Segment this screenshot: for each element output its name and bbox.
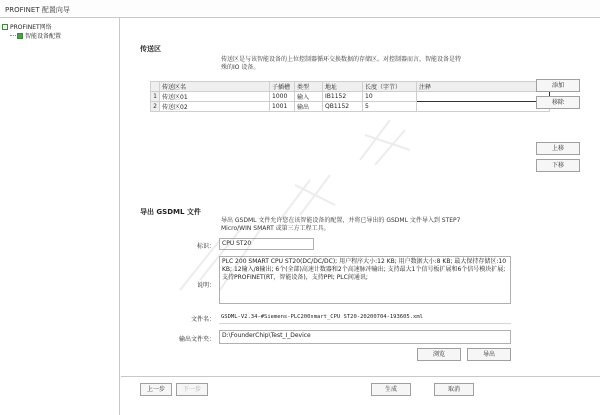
table-row[interactable] bbox=[151, 92, 550, 102]
export-button[interactable]: 导出 bbox=[467, 348, 511, 361]
device-icon bbox=[17, 33, 23, 39]
row-index: 2 bbox=[151, 102, 160, 112]
gsdml-description: 导出 GSDML 文件允许您在该智能设备的配置，并将已导出的 GSDML 文件导入到 STEP7 Micro/WIN SMART 或第三方工程工具。 bbox=[221, 217, 461, 232]
row-index-header bbox=[151, 82, 160, 92]
cell-length[interactable]: 10 bbox=[363, 92, 417, 102]
output-folder-input[interactable]: D:\FounderChip\Test_I_Device bbox=[219, 330, 511, 344]
tree-node-label: 智能设备配置 bbox=[25, 33, 62, 40]
transfer-section-title: 传送区 bbox=[140, 45, 161, 53]
transfer-description: 传送区是与该智能设备的上位控制器循环交换数据的存储区。对控制器而言，智能设备是特殊的IO 设备。 bbox=[221, 56, 462, 71]
cell-note[interactable] bbox=[417, 102, 550, 112]
table-row[interactable] bbox=[151, 102, 550, 112]
column-header[interactable]: 注释 bbox=[417, 82, 550, 92]
filename-divider bbox=[219, 323, 511, 324]
column-header[interactable]: 传送区名 bbox=[160, 82, 270, 92]
tree-connector bbox=[10, 35, 16, 36]
window-title: PROFINET 配置向导 bbox=[5, 6, 70, 14]
tree-node-label: PROFINET网络 bbox=[10, 24, 52, 31]
cell-type[interactable]: 输入 bbox=[295, 92, 323, 102]
cell-subslot[interactable]: 1000 bbox=[270, 92, 295, 102]
cell-name[interactable]: 传送区01 bbox=[160, 92, 270, 102]
column-header[interactable]: 长度（字节） bbox=[363, 82, 417, 92]
cell-type[interactable]: 输出 bbox=[295, 102, 323, 112]
previous-button[interactable]: 上一步 bbox=[140, 383, 172, 396]
gsdml-section-title: 导出 GSDML 文件 bbox=[140, 208, 201, 216]
id-input[interactable]: CPU ST20 bbox=[219, 238, 314, 250]
filename-label: 文件名： bbox=[190, 316, 215, 323]
cell-name[interactable]: 传送区02 bbox=[160, 102, 270, 112]
cell-address[interactable]: IB1152 bbox=[323, 92, 363, 102]
id-label: 标识： bbox=[196, 243, 215, 250]
main-panel bbox=[121, 18, 600, 398]
move-up-button[interactable]: 上移 bbox=[536, 142, 580, 155]
table-header-row bbox=[151, 82, 550, 92]
wizard-footer bbox=[121, 376, 600, 415]
cell-subslot[interactable]: 1001 bbox=[270, 102, 295, 112]
column-header[interactable]: 子插槽 bbox=[270, 82, 295, 92]
column-header[interactable]: 类型 bbox=[295, 82, 323, 92]
row-index: 1 bbox=[151, 92, 160, 102]
cell-length[interactable]: 5 bbox=[363, 102, 417, 112]
network-icon bbox=[2, 24, 8, 30]
remove-button[interactable]: 移除 bbox=[536, 96, 580, 109]
description-textarea[interactable]: PLC 200 SMART CPU ST20(DC/DC/DC); 用户程序大小:12 KB; 用户数据大小:8 KB; 最大保持存储区:10 KB; 12输入/8输出; 6个(全部)高速计数器和2个高速脉冲输出; 支持最大1个信号板扩展和6个信号模块扩展; 支持PROFINET(RT，智能设备)，支持PPI; PLC间通讯; bbox=[219, 256, 511, 304]
next-button[interactable]: 下一步 bbox=[176, 383, 208, 396]
description-label: 说明： bbox=[196, 282, 215, 289]
column-header[interactable]: 地址 bbox=[323, 82, 363, 92]
filename-value: GSDML-V2.34-#Siemens-PLC200smart_CPU ST20-20200704-193605.xml bbox=[221, 314, 423, 320]
generate-button[interactable]: 生成 bbox=[371, 383, 411, 396]
move-down-button[interactable]: 下移 bbox=[536, 159, 580, 172]
add-button[interactable]: 添加 bbox=[536, 79, 580, 92]
tree-node-intelligent-device[interactable] bbox=[0, 31, 119, 40]
cell-note-editor[interactable] bbox=[417, 92, 550, 102]
tree-node-profinet-network[interactable] bbox=[0, 22, 119, 31]
navigation-tree bbox=[0, 18, 120, 415]
window-titlebar bbox=[0, 0, 600, 18]
browse-button[interactable]: 浏览 bbox=[417, 348, 461, 361]
cell-address[interactable]: QB1152 bbox=[323, 102, 363, 112]
output-folder-label: 输出文件夹： bbox=[178, 336, 215, 343]
transfer-area-table bbox=[150, 81, 550, 112]
cancel-button[interactable]: 取消 bbox=[434, 383, 474, 396]
